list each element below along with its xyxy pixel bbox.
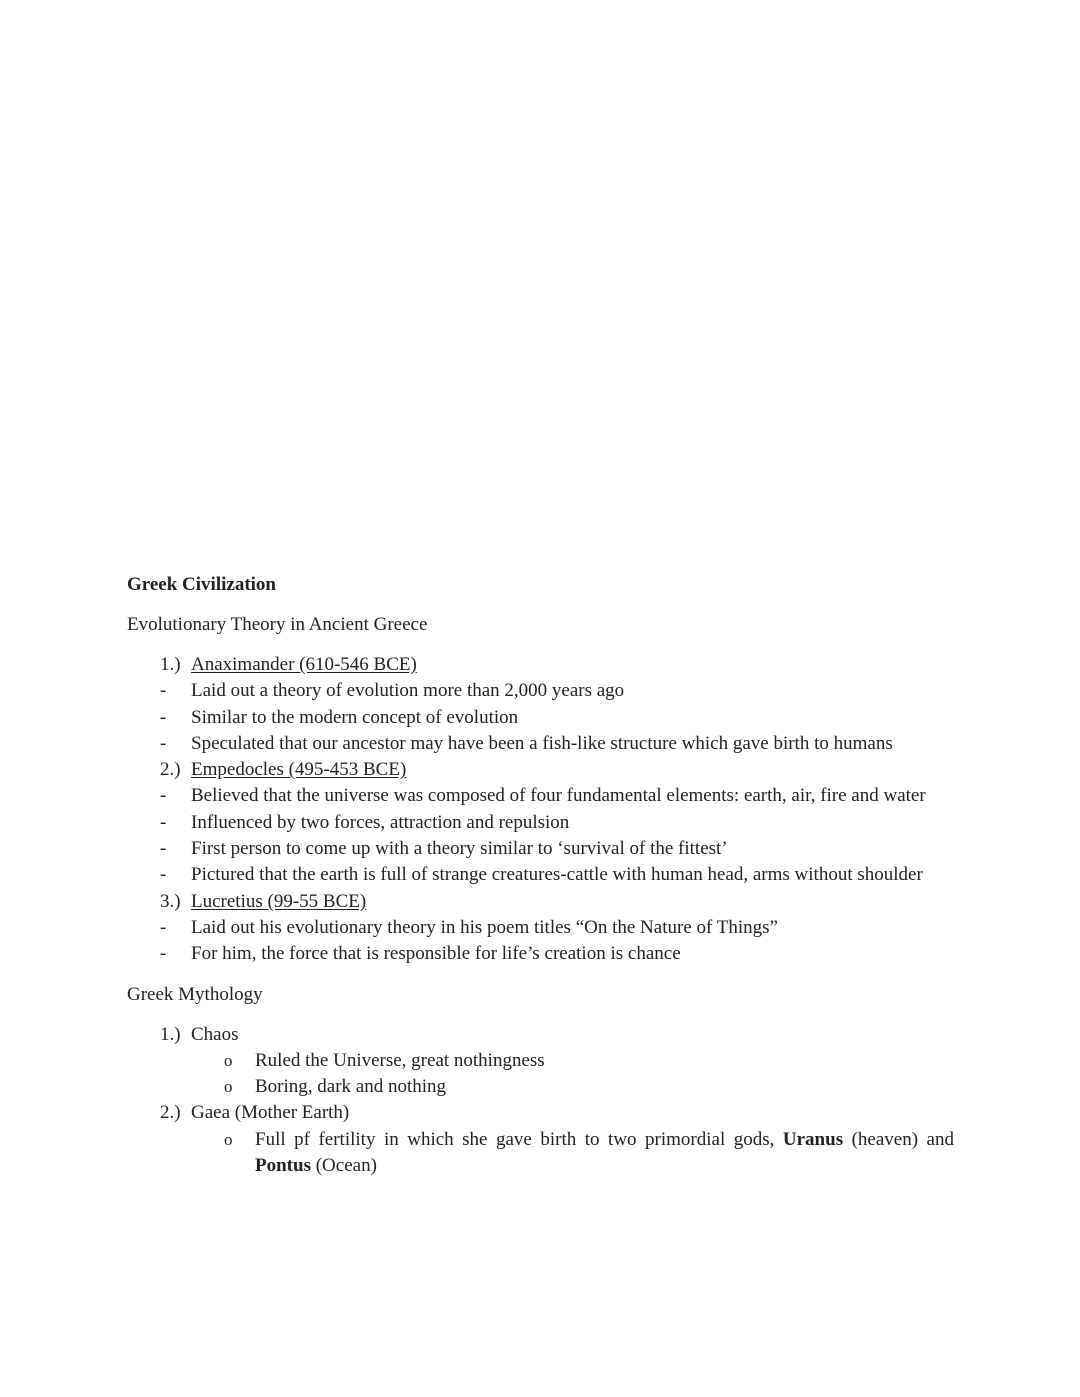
list-item — [127, 862, 954, 888]
list-item-text: Boring, dark and nothing — [255, 1076, 447, 1098]
text-segment: (heaven) and — [843, 1128, 954, 1150]
list-item-text: Pictured that the earth is full of strange creatures-cattle with human head, arms without shoulder — [191, 864, 923, 886]
list-item — [127, 783, 954, 809]
numbered-item-gaea — [127, 1100, 954, 1126]
item-number: 1.) — [160, 1023, 181, 1045]
text-segment: (Ocean) — [310, 1155, 377, 1177]
list-item-text: Laid out a theory of evolution more than 2,000 years ago — [191, 680, 625, 702]
dash-bullet-icon: - — [160, 732, 167, 754]
item-number: 2.) — [160, 759, 181, 781]
item-name: Chaos — [191, 1023, 239, 1045]
section-heading-evolutionary-theory: Evolutionary Theory in Ancient Greece — [127, 614, 428, 635]
item-number: 1.) — [160, 654, 181, 675]
numbered-item-chaos — [127, 1022, 954, 1048]
circle-bullet-icon: o — [224, 1050, 233, 1070]
list-item-text: Believed that the universe was composed of four fundamental elements: earth, air, fire and water — [191, 785, 926, 807]
circle-bullet-icon: o — [224, 1077, 233, 1097]
text-segment: Full pf fertility in which she gave birth to two primordial gods, — [255, 1128, 783, 1150]
list-item-text — [255, 1129, 954, 1176]
dash-bullet-icon: - — [160, 864, 167, 886]
dash-bullet-icon: - — [160, 811, 167, 833]
dash-bullet-icon: - — [160, 943, 167, 965]
item-name: Anaximander (610-546 BCE) — [191, 654, 417, 675]
list-item — [127, 731, 954, 757]
item-number: 2.) — [160, 1102, 181, 1124]
list-item — [127, 1074, 954, 1100]
list-item-text: Speculated that our ancestor may have been a fish-like structure which gave birth to humans — [191, 732, 893, 754]
list-item-text: Influenced by two forces, attraction and repulsion — [191, 811, 570, 833]
numbered-item-anaximander — [127, 652, 954, 678]
item-name: Lucretius (99-55 BCE) — [191, 890, 367, 912]
bold-term-uranus: Uranus — [782, 1128, 844, 1150]
list-item — [127, 810, 954, 836]
section-heading-greek-mythology: Greek Mythology — [127, 983, 263, 1005]
dash-bullet-icon: - — [160, 785, 167, 807]
list-item-text: First person to come up with a theory similar to ‘survival of the fittest’ — [191, 838, 728, 860]
list-item — [127, 1127, 954, 1180]
list-item — [127, 1048, 954, 1074]
list-item-text: Laid out his evolutionary theory in his poem titles “On the Nature of Things” — [191, 916, 778, 938]
dash-bullet-icon: - — [160, 838, 167, 860]
list-item — [127, 705, 954, 731]
list-item-text: Ruled the Universe, great nothingness — [255, 1049, 545, 1071]
list-item — [127, 836, 954, 862]
numbered-item-empedocles — [127, 757, 954, 783]
list-item — [127, 941, 954, 967]
dash-bullet-icon: - — [160, 706, 167, 728]
item-name: Gaea (Mother Earth) — [191, 1102, 350, 1124]
bold-term-pontus: Pontus — [255, 1155, 311, 1177]
list-item-text: Similar to the modern concept of evolution — [191, 706, 519, 728]
dash-bullet-icon: - — [160, 916, 167, 938]
list-item-text: For him, the force that is responsible for life’s creation is chance — [191, 943, 681, 965]
list-item — [127, 678, 954, 704]
numbered-item-lucretius — [127, 889, 954, 915]
circle-bullet-icon: o — [224, 1129, 233, 1149]
list-item — [127, 915, 954, 941]
item-number: 3.) — [160, 890, 181, 912]
document-title: Greek Civilization — [127, 574, 276, 595]
document-page — [127, 572, 954, 1179]
item-name: Empedocles (495-453 BCE) — [191, 759, 407, 781]
dash-bullet-icon: - — [160, 680, 167, 702]
